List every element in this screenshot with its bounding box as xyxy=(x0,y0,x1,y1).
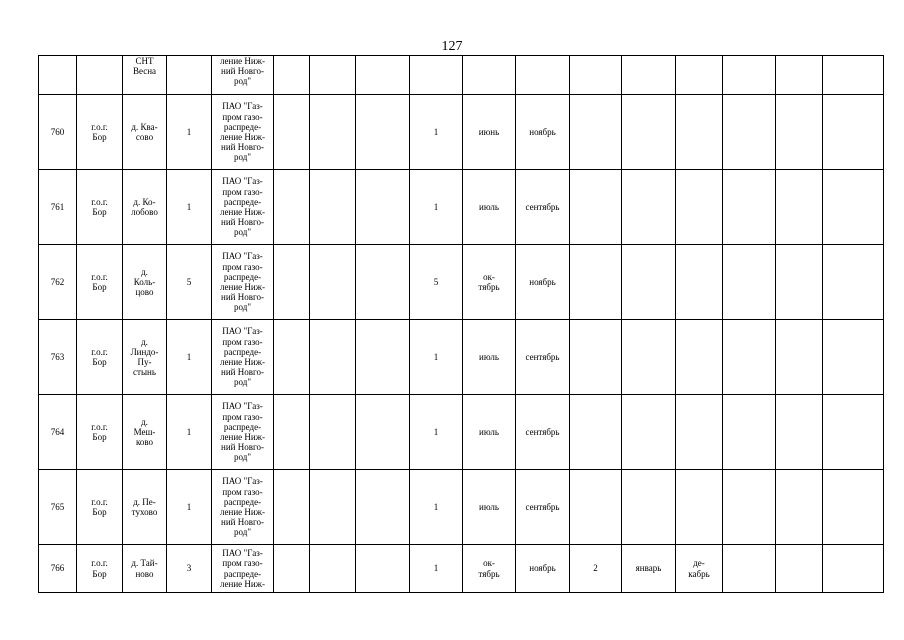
cell-district xyxy=(77,56,123,95)
cell-number: 760 xyxy=(39,95,77,170)
cell-empty xyxy=(723,395,776,470)
cell-locality xyxy=(123,545,167,593)
cell-organization-line: род" xyxy=(234,227,251,238)
cell-organization-line: род" xyxy=(234,527,251,538)
cell-quantity: 1 xyxy=(167,470,212,545)
cell-organization xyxy=(212,245,274,320)
cell-end-month-2 xyxy=(676,95,723,170)
cell-quantity: 1 xyxy=(167,320,212,395)
cell-locality-line: стынь xyxy=(133,367,156,378)
cell-start-month: июль xyxy=(463,395,516,470)
cell-quantity-stage2 xyxy=(570,95,622,170)
cell-quantity-stage1: 1 xyxy=(410,470,463,545)
cell-empty xyxy=(274,95,310,170)
cell-quantity-stage2 xyxy=(570,170,622,245)
cell-district xyxy=(77,245,123,320)
cell-organization xyxy=(212,170,274,245)
cell-empty xyxy=(823,545,884,593)
table-row xyxy=(39,320,884,395)
cell-locality-line: д. Тай- xyxy=(131,558,158,569)
cell-empty xyxy=(356,470,410,545)
cell-empty xyxy=(823,245,884,320)
cell-number: 761 xyxy=(39,170,77,245)
cell-organization-line: ление Ниж- xyxy=(220,357,265,367)
cell-quantity-stage2 xyxy=(570,470,622,545)
cell-start-month-2 xyxy=(622,95,676,170)
cell-empty xyxy=(723,470,776,545)
cell-district xyxy=(77,320,123,395)
cell-organization-line: ление Ниж- xyxy=(220,56,265,66)
cell-organization-line: распреде- xyxy=(223,271,262,282)
cell-empty xyxy=(274,395,310,470)
cell-start-month-2 xyxy=(622,470,676,545)
cell-quantity-stage2 xyxy=(570,395,622,470)
cell-locality-line: Линдо- xyxy=(130,346,159,357)
cell-end-month: ноябрь xyxy=(516,245,570,320)
cell-district-line: Бор xyxy=(92,132,107,142)
cell-locality xyxy=(123,320,167,395)
cell-locality-line: Коль- xyxy=(133,276,156,287)
cell-district-line: г.о.г. xyxy=(91,271,108,282)
cell-empty xyxy=(274,245,310,320)
cell-organization-line: ний Новго- xyxy=(221,442,264,453)
cell-quantity-stage2: 2 xyxy=(570,545,622,593)
cell-district-line: Бор xyxy=(92,568,107,579)
cell-locality-line: СНТ xyxy=(135,56,154,66)
table-row xyxy=(39,245,884,320)
cell-empty xyxy=(823,56,884,95)
cell-organization-line: ПАО "Газ- xyxy=(222,176,263,187)
table-row xyxy=(39,545,884,593)
cell-organization-line: род" xyxy=(234,152,251,163)
cell-start-month-2 xyxy=(622,245,676,320)
cell-empty xyxy=(823,95,884,170)
cell-district-line: г.о.г. xyxy=(91,421,108,432)
cell-locality xyxy=(123,56,167,95)
cell-start-month: июль xyxy=(463,470,516,545)
cell-empty xyxy=(310,170,356,245)
table-row-continued xyxy=(39,56,884,95)
cell-empty xyxy=(776,170,823,245)
cell-quantity: 5 xyxy=(167,245,212,320)
cell-district-line: Бор xyxy=(92,207,107,217)
cell-locality-line: д. xyxy=(141,336,148,347)
table-row xyxy=(39,170,884,245)
cell-end-month: сентябрь xyxy=(516,470,570,545)
cell-organization-line: род" xyxy=(234,76,251,87)
cell-start-month: июль xyxy=(463,320,516,395)
cell-quantity-stage1: 1 xyxy=(410,170,463,245)
cell-locality-line: Меш- xyxy=(133,426,156,437)
cell-organization xyxy=(212,320,274,395)
cell-number: 762 xyxy=(39,245,77,320)
cell-organization-line: пром газо- xyxy=(222,336,263,347)
cell-organization-line: ПАО "Газ- xyxy=(222,251,263,262)
cell-empty xyxy=(356,56,410,95)
cell-organization-line: ление Ниж- xyxy=(220,507,265,517)
cell-organization xyxy=(212,395,274,470)
cell-organization xyxy=(212,545,274,593)
cell-organization-line: род" xyxy=(234,302,251,313)
cell-empty xyxy=(274,170,310,245)
cell-number: 764 xyxy=(39,395,77,470)
cell-number xyxy=(39,56,77,95)
cell-empty xyxy=(274,545,310,593)
cell-empty xyxy=(823,470,884,545)
cell-empty xyxy=(676,56,723,95)
cell-empty xyxy=(723,320,776,395)
cell-start-month-2 xyxy=(622,395,676,470)
cell-end-month-2 xyxy=(676,320,723,395)
cell-empty xyxy=(723,95,776,170)
cell-end-month-2: де- кабрь xyxy=(676,545,723,593)
cell-organization-line: ний Новго- xyxy=(221,142,264,153)
cell-quantity-stage1: 1 xyxy=(410,320,463,395)
cell-locality xyxy=(123,395,167,470)
cell-start-month-2 xyxy=(622,320,676,395)
cell-organization-line: род" xyxy=(234,377,251,388)
cell-empty xyxy=(310,95,356,170)
cell-district-line: г.о.г. xyxy=(91,196,108,207)
cell-organization-line: ний Новго- xyxy=(221,292,264,303)
cell-locality-line: лобово xyxy=(131,207,158,217)
cell-empty xyxy=(723,245,776,320)
cell-district xyxy=(77,95,123,170)
cell-empty xyxy=(776,470,823,545)
cell-empty xyxy=(310,395,356,470)
cell-locality-line: ково xyxy=(135,437,154,448)
cell-empty xyxy=(776,95,823,170)
cell-locality-line: Весна xyxy=(132,66,157,77)
cell-organization-line: пром газо- xyxy=(222,558,263,569)
cell-district-line: Бор xyxy=(92,507,107,517)
cell-locality xyxy=(123,95,167,170)
cell-locality-line: д. xyxy=(141,416,148,427)
cell-empty xyxy=(356,395,410,470)
cell-quantity: 3 xyxy=(167,545,212,593)
cell-organization-line: ний Новго- xyxy=(221,517,264,528)
cell-organization-line: распреде- xyxy=(223,568,262,579)
cell-organization-line: род" xyxy=(234,452,251,463)
cell-end-month: сентябрь xyxy=(516,395,570,470)
cell-empty xyxy=(356,170,410,245)
cell-quantity-stage1: 1 xyxy=(410,395,463,470)
cell-empty xyxy=(310,245,356,320)
cell-organization-line: ний Новго- xyxy=(221,66,264,77)
cell-quantity xyxy=(167,56,212,95)
cell-locality-line: д. Ко- xyxy=(133,196,156,207)
page-number: 127 xyxy=(441,39,463,54)
cell-number: 765 xyxy=(39,470,77,545)
cell-empty xyxy=(274,470,310,545)
cell-end-month-2 xyxy=(676,395,723,470)
cell-quantity: 1 xyxy=(167,395,212,470)
cell-start-month-2 xyxy=(622,170,676,245)
cell-locality-line: цово xyxy=(135,287,154,298)
cell-organization-line: ление Ниж- xyxy=(220,578,265,589)
cell-district-line: г.о.г. xyxy=(91,496,108,507)
table-row xyxy=(39,395,884,470)
cell-empty xyxy=(723,545,776,593)
cell-district-line: Бор xyxy=(92,432,107,442)
cell-organization-line: ПАО "Газ- xyxy=(222,401,263,412)
cell-end-month-2 xyxy=(676,170,723,245)
cell-empty xyxy=(823,170,884,245)
cell-empty xyxy=(356,95,410,170)
cell-organization-line: ний Новго- xyxy=(221,367,264,378)
cell-organization-line: ПАО "Газ- xyxy=(222,548,263,559)
cell-organization-line: распреде- xyxy=(223,421,262,432)
cell-start-month-2: январь xyxy=(622,545,676,593)
cell-organization-line: распреде- xyxy=(223,196,262,207)
cell-empty xyxy=(776,395,823,470)
cell-empty xyxy=(516,56,570,95)
cell-locality xyxy=(123,245,167,320)
table-row xyxy=(39,95,884,170)
cell-organization-line: распреде- xyxy=(223,346,262,357)
table-body xyxy=(39,56,884,593)
cell-empty xyxy=(310,470,356,545)
table-row xyxy=(39,470,884,545)
cell-empty xyxy=(622,56,676,95)
cell-quantity: 1 xyxy=(167,95,212,170)
cell-organization-line: ПАО "Газ- xyxy=(222,476,263,487)
cell-end-month: ноябрь xyxy=(516,545,570,593)
cell-empty xyxy=(310,545,356,593)
cell-district-line: г.о.г. xyxy=(91,558,108,569)
cell-locality-line: сово xyxy=(135,132,154,142)
cell-start-month: ок- тябрь xyxy=(463,245,516,320)
cell-locality-line: д. Пе- xyxy=(133,496,156,507)
cell-organization-line: ПАО "Газ- xyxy=(222,101,263,112)
cell-organization-line: ление Ниж- xyxy=(220,207,265,217)
cell-empty xyxy=(463,56,516,95)
cell-locality-line: тухово xyxy=(131,507,158,517)
cell-start-month: июнь xyxy=(463,95,516,170)
cell-organization-line: ление Ниж- xyxy=(220,432,265,442)
cell-empty xyxy=(776,56,823,95)
cell-quantity-stage2 xyxy=(570,245,622,320)
cell-empty xyxy=(723,56,776,95)
cell-district-line: г.о.г. xyxy=(91,346,108,357)
cell-organization xyxy=(212,470,274,545)
cell-district xyxy=(77,545,123,593)
cell-organization-line: пром газо- xyxy=(222,411,263,422)
cell-empty xyxy=(310,56,356,95)
cell-empty xyxy=(776,545,823,593)
cell-start-month: июль xyxy=(463,170,516,245)
cell-empty xyxy=(274,56,310,95)
cell-district-line: г.о.г. xyxy=(91,121,108,132)
cell-locality-line: Пу- xyxy=(137,357,152,367)
cell-empty xyxy=(274,320,310,395)
cell-empty xyxy=(823,320,884,395)
cell-district xyxy=(77,170,123,245)
cell-end-month-2 xyxy=(676,245,723,320)
cell-organization-line: ний Новго- xyxy=(221,217,264,228)
cell-district xyxy=(77,470,123,545)
cell-quantity-stage2 xyxy=(570,320,622,395)
cell-locality xyxy=(123,470,167,545)
cell-start-month: ок- тябрь xyxy=(463,545,516,593)
cell-organization-line: распреде- xyxy=(223,121,262,132)
cell-locality-line: д. Ква- xyxy=(131,121,158,132)
cell-organization-line: пром газо- xyxy=(222,261,263,272)
cell-organization-line: ление Ниж- xyxy=(220,282,265,292)
cell-empty xyxy=(570,56,622,95)
cell-empty xyxy=(723,170,776,245)
cell-district-line: Бор xyxy=(92,357,107,367)
cell-empty xyxy=(410,56,463,95)
cell-quantity: 1 xyxy=(167,170,212,245)
cell-end-month: ноябрь xyxy=(516,95,570,170)
cell-district xyxy=(77,395,123,470)
cell-locality xyxy=(123,170,167,245)
cell-empty xyxy=(823,395,884,470)
cell-organization-line: распреде- xyxy=(223,496,262,507)
cell-empty xyxy=(356,245,410,320)
cell-district-line: Бор xyxy=(92,282,107,292)
cell-locality-line: ново xyxy=(135,568,154,579)
cell-empty xyxy=(356,545,410,593)
cell-number: 766 xyxy=(39,545,77,593)
cell-organization-line: пром газо- xyxy=(222,186,263,197)
cell-organization xyxy=(212,56,274,95)
cell-empty xyxy=(356,320,410,395)
cell-quantity-stage1: 1 xyxy=(410,95,463,170)
cell-end-month: сентябрь xyxy=(516,170,570,245)
cell-organization-line: ление Ниж- xyxy=(220,132,265,142)
cell-empty xyxy=(310,320,356,395)
schedule-table xyxy=(38,55,884,593)
cell-end-month: сентябрь xyxy=(516,320,570,395)
cell-empty xyxy=(776,245,823,320)
cell-empty xyxy=(776,320,823,395)
cell-organization-line: пром газо- xyxy=(222,486,263,497)
cell-organization-line: ПАО "Газ- xyxy=(222,326,263,337)
cell-organization xyxy=(212,95,274,170)
cell-quantity-stage1: 1 xyxy=(410,545,463,593)
cell-number: 763 xyxy=(39,320,77,395)
cell-locality-line: д. xyxy=(141,266,148,277)
cell-organization-line: пром газо- xyxy=(222,111,263,122)
cell-end-month-2 xyxy=(676,470,723,545)
cell-quantity-stage1: 5 xyxy=(410,245,463,320)
